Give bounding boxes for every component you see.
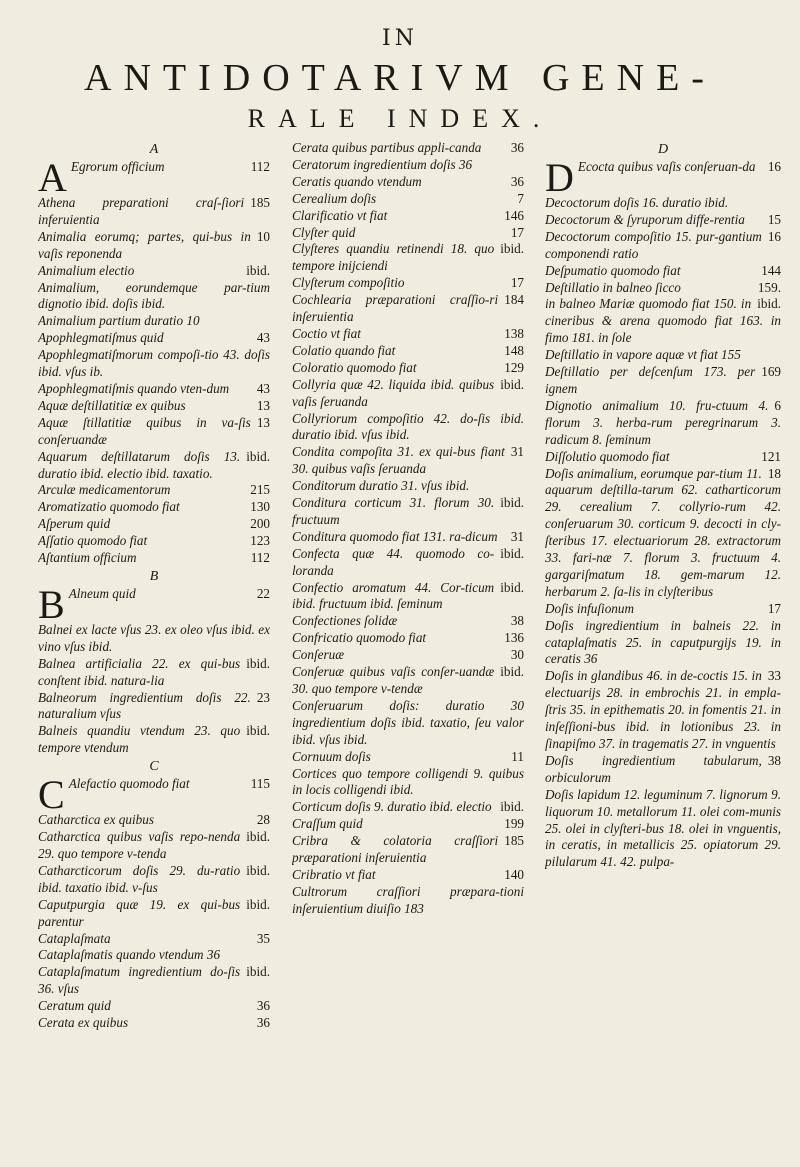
index-entry xyxy=(545,398,781,449)
entry-page: 159. xyxy=(757,279,781,295)
entry-text: Collyriorum compoſitio 42. do-ſis ibid. duratio ibid. vſus ibid. xyxy=(292,410,524,443)
entry-page: ibid. xyxy=(500,545,524,561)
index-entry xyxy=(292,664,524,698)
entry-text: Coloratio quomodo fiat xyxy=(292,359,417,375)
entry-page: 140 xyxy=(504,866,524,882)
entry-text: Balneis quandiu vtendum 23. quo tempore vtendum xyxy=(38,723,241,756)
entry-page: 199 xyxy=(504,816,524,832)
index-entry xyxy=(292,157,524,174)
index-entry xyxy=(38,964,270,998)
entry-text: Confecta quæ 44. quomodo co-loranda xyxy=(292,545,495,578)
entry-page: 112 xyxy=(250,550,270,566)
entry-page: 184 xyxy=(504,292,524,308)
index-entry xyxy=(292,816,524,833)
entry-text: Diſſolutio quomodo fiat xyxy=(545,448,670,464)
index-entry xyxy=(545,212,781,229)
entry-text: Catharctica ex quibus xyxy=(38,812,154,828)
entry-text: Aſperum quid xyxy=(38,516,111,532)
index-entry xyxy=(292,884,524,918)
entry-text: Coctio vt fiat xyxy=(292,325,361,341)
index-entry xyxy=(292,360,524,377)
index-entry xyxy=(292,478,524,495)
index-entry xyxy=(38,812,270,829)
index-entry xyxy=(38,947,270,964)
index-entry xyxy=(292,833,524,867)
entry-page: ibid. xyxy=(246,964,270,980)
entry-page: 121 xyxy=(761,448,781,464)
entry-text: Cerata ex quibus xyxy=(38,1015,129,1031)
index-entry xyxy=(38,931,270,948)
index-entry xyxy=(38,347,270,381)
entry-text: Aquarum deſtillatarum doſis 13. duratio ibid. electio ibid. taxatio. xyxy=(38,448,241,481)
index-entry xyxy=(292,630,524,647)
entry-text: Ceratis quando vtendum xyxy=(292,173,422,189)
entry-text: Alefactio quomodo fiat xyxy=(68,776,190,792)
entry-page: ibid. xyxy=(757,296,781,312)
entry-text: Cochlearia præparationi craſſio-ri inſeruientia xyxy=(292,292,499,325)
entry-text: Cribratio vt fiat xyxy=(292,866,376,882)
header-line-1: IN xyxy=(382,26,418,51)
index-column-3 xyxy=(545,140,781,1150)
entry-page: 43 xyxy=(256,330,270,346)
entry-page: ibid. xyxy=(246,723,270,739)
header-line-3: RALE INDEX. xyxy=(247,104,553,133)
entry-page: 18 xyxy=(767,465,781,481)
index-entry xyxy=(292,647,524,664)
entry-text: Doſis lapidum 12. leguminum 7. lignorum 9. liquorum 10. metallorum 11. olei com-munis 25. olei in clyſteri-bus 18. olei in vnguentis, in ceratis, in metallicis 25. opiatorum 29. pilularum 41. 42. pulpa- xyxy=(545,786,781,870)
entry-text: Cerata quibus partibus appli-canda xyxy=(292,140,482,155)
index-entry xyxy=(38,550,270,567)
entry-text: in balneo Mariæ quomodo fiat 150. in cineribus & arena quomodo fiat 163. in fimo 181. in ſole xyxy=(545,296,781,346)
drop-cap: A xyxy=(38,155,67,200)
entry-text: Animalium partium duratio 10 xyxy=(38,313,200,329)
entry-text: Collyria quæ 42. liquida ibid. quibus vaſis ſeruanda xyxy=(292,376,495,409)
header-line-2: ANTIDOTARIVM GENE- xyxy=(84,57,716,99)
drop-cap: B xyxy=(38,581,65,627)
index-entry xyxy=(292,613,524,630)
index-entry xyxy=(545,280,781,297)
entry-page: 22 xyxy=(256,585,270,601)
entry-page: 17 xyxy=(510,224,524,240)
section-letter: C xyxy=(149,759,159,775)
entry-page: ibid. xyxy=(246,262,270,278)
entry-text: Caputpurgia quæ 19. ex qui-bus parentur xyxy=(38,896,241,929)
index-entry xyxy=(38,998,270,1015)
index-entry xyxy=(38,482,270,499)
entry-text: Condita compoſita 31. ex qui-bus fiant 30. quibus vaſis ſeruanda xyxy=(292,444,505,477)
entry-text: Deſtillatio per deſcenſum 173. per ignem xyxy=(545,364,756,396)
index-entry xyxy=(545,364,781,398)
entry-page: 185 xyxy=(504,833,524,849)
entry-page: 115 xyxy=(250,776,270,792)
index-entry xyxy=(292,377,524,411)
entry-page: ibid. xyxy=(500,376,524,392)
entry-text: Cerealium doſis xyxy=(292,190,377,206)
entry-text: Cribra & colatoria craſſiori præparationi inſeruientia xyxy=(292,833,499,866)
index-entry xyxy=(38,398,270,415)
entry-text: Confectio aromatum 44. Cor-ticum ibid. fructuum ibid. ſeminum xyxy=(292,579,495,612)
entry-page: 17 xyxy=(510,275,524,291)
section-letter: D xyxy=(657,142,669,157)
entry-text: Conditorum duratio 31. vſus ibid. xyxy=(292,478,470,494)
entry-text: Ceratorum ingredientium doſis 36 xyxy=(292,156,473,172)
entry-page: 16 xyxy=(767,159,781,174)
index-entry xyxy=(545,466,781,601)
index-entry xyxy=(292,529,524,546)
entry-page: 23 xyxy=(256,689,270,705)
index-entry xyxy=(292,140,524,157)
entry-text: Clyſter quid xyxy=(292,224,356,240)
index-entry xyxy=(545,753,781,787)
entry-page: 169 xyxy=(761,364,781,380)
entry-page: ibid. xyxy=(500,495,524,511)
index-entry xyxy=(292,580,524,614)
entry-text: Aquæ ſtillatitiæ quibus in va-ſis conſeruandæ xyxy=(38,414,251,447)
entry-page: 36 xyxy=(256,1015,270,1031)
entry-text: Clyſterum compoſitio xyxy=(292,275,405,291)
entry-page: ibid. xyxy=(246,655,270,671)
entry-page: 138 xyxy=(504,325,524,341)
index-entry xyxy=(38,229,270,263)
section-letter: A xyxy=(149,142,159,157)
entry-text: Aromatizatio quomodo fiat xyxy=(38,499,180,515)
entry-page: 31 xyxy=(510,444,524,460)
index-entry xyxy=(545,601,781,618)
entry-text: Conſeruæ quibus vaſis conſer-uandæ 30. quo tempore v-tendæ xyxy=(292,664,495,696)
drop-cap: C xyxy=(38,772,65,818)
entry-text: Catharcticorum doſis 29. du-ratio ibid. taxatio ibid. v-ſus xyxy=(38,862,241,895)
entry-page: 185 xyxy=(250,195,270,210)
index-entry xyxy=(292,208,524,225)
entry-text: Apophlegmatiſmorum compoſi-tio 43. doſis ibid. vſus ib. xyxy=(38,347,270,380)
entry-page: 36 xyxy=(510,140,524,155)
index-entry xyxy=(545,618,781,669)
index-entry xyxy=(292,698,524,749)
entry-page: 43 xyxy=(256,380,270,396)
index-entry xyxy=(545,449,781,466)
entry-text: Clyſteres quandiu retinendi 18. quo tempore inijciendi xyxy=(292,241,495,274)
index-entry xyxy=(545,296,781,347)
entry-page: 15 xyxy=(767,211,781,227)
index-entry xyxy=(38,622,270,656)
entry-page: 16 xyxy=(767,228,781,244)
entry-page: 35 xyxy=(256,930,270,946)
entry-page: 112 xyxy=(250,159,270,174)
entry-page: 38 xyxy=(767,752,781,768)
entry-page: 215 xyxy=(250,482,270,498)
index-entry xyxy=(292,411,524,445)
entry-page: 17 xyxy=(767,600,781,616)
entry-page: 146 xyxy=(504,207,524,223)
entry-text: Confricatio quomodo fiat xyxy=(292,630,427,646)
index-entry xyxy=(38,516,270,533)
index-entry xyxy=(545,229,781,263)
entry-text: Athena preparationi craſ-ſiori inferuientia xyxy=(38,195,245,227)
index-entry xyxy=(292,275,524,292)
entry-page: 123 xyxy=(250,533,270,549)
entry-text: Aquæ deſtillatitiæ ex quibus xyxy=(38,397,186,413)
index-entry xyxy=(38,723,270,757)
index-entry xyxy=(38,280,270,314)
entry-text: Apophlegmatiſmis quando vten-dum xyxy=(38,380,230,396)
entry-text: Doſis animalium, eorumque par-tium 11. aquarum deſtilla-tarum 62. catharticorum 29. cerealium 7. collyrio-rum 42. conſeruarum 30. corticum 9. decocti in cly-ſteribus 17. electuariorum 28. extractorum 33. fari-næ 7. florum 3. fructuum 4. gargariſmatum 18. gem-marum 12. herbarum 2. ſa-lis in clyſteribus xyxy=(545,465,781,599)
index-entry xyxy=(545,155,781,200)
entry-page: 6 xyxy=(774,397,781,413)
entry-text: Conditura quomodo fiat 131. ra-dicum xyxy=(292,528,498,544)
entry-page: 136 xyxy=(504,630,524,646)
index-entry xyxy=(545,787,781,872)
entry-page: 13 xyxy=(256,414,270,430)
entry-page: 30 xyxy=(510,647,524,663)
entry-page: 38 xyxy=(510,613,524,629)
entry-page: 144 xyxy=(761,262,781,278)
entry-text: Aſſatio quomodo fiat xyxy=(38,533,148,549)
entry-text: Confectiones ſolidæ xyxy=(292,613,398,629)
entry-page: 7 xyxy=(517,190,524,206)
index-entry xyxy=(38,313,270,330)
entry-page: 36 xyxy=(256,998,270,1014)
index-entry xyxy=(545,263,781,280)
index-entry xyxy=(38,155,270,200)
entry-page: 130 xyxy=(250,499,270,515)
entry-page: 31 xyxy=(510,528,524,544)
entry-text: Colatio quando fiat xyxy=(292,342,396,358)
entry-text: Catharctica quibus vaſis repo-nenda 29. quo tempore v-tenda xyxy=(38,829,241,861)
index-entry xyxy=(545,668,781,753)
entry-text: Decoctorum compoſitio 15. pur-gantium componendi ratio xyxy=(545,228,762,261)
entry-text: Doſis ingredientium tabularum, orbiculorum xyxy=(545,752,762,785)
entry-text: Decoctorum doſis 16. duratio ibid. xyxy=(545,195,729,210)
entry-text: Alneum quid xyxy=(68,585,136,601)
entry-text: Balnea artificialia 22. ex qui-bus conſtent ibid. natura-lia xyxy=(38,655,241,688)
entry-page: ibid. xyxy=(246,448,270,464)
entry-text: Conſeruæ xyxy=(292,647,345,663)
index-entry xyxy=(545,195,781,212)
entry-text: Cultrorum craſſiori præpara-tioni inſeruientium diuiſio 183 xyxy=(292,883,524,916)
entry-page: ibid. xyxy=(500,241,524,257)
entry-text: Conſeruarum doſis: duratio 30 ingredientium doſis ibid. taxatio, ſeu valor ibid. vſus ibid. xyxy=(292,697,524,747)
index-entry xyxy=(38,415,270,449)
entry-page: 129 xyxy=(504,359,524,375)
entry-page: ibid. xyxy=(500,799,524,815)
entry-text: Cornuum doſis xyxy=(292,748,371,764)
index-entry xyxy=(38,381,270,398)
entry-text: Cataplaſmatis quando vtendum 36 xyxy=(38,947,221,963)
index-column-2 xyxy=(292,140,524,1150)
entry-page: 28 xyxy=(256,812,270,828)
index-entry xyxy=(38,195,270,229)
index-entry xyxy=(292,241,524,275)
entry-text: Deſtillatio in vapore aquæ vt fiat 155 xyxy=(545,347,741,363)
entry-text: Apophlegmatiſmus quid xyxy=(38,330,164,346)
index-column-1 xyxy=(38,140,270,1150)
index-entry xyxy=(292,799,524,816)
entry-text: Cataplaſmata xyxy=(38,930,111,946)
entry-page: 10 xyxy=(256,228,270,244)
entry-page: ibid. xyxy=(246,829,270,845)
section-letter: B xyxy=(149,568,159,584)
entry-text: Ecocta quibus vaſis conſeruan-da xyxy=(577,159,756,174)
entry-page: ibid. xyxy=(500,664,524,680)
entry-text: Animalium electio xyxy=(38,262,135,278)
index-entry xyxy=(38,690,270,724)
index-entry xyxy=(38,581,270,627)
entry-text: Animalium, eorundemque par-tium dignotio ibid. doſis ibid. xyxy=(38,279,270,312)
entry-text: Arculæ medicamentorum xyxy=(38,482,171,498)
entry-text: Balnei ex lacte vſus 23. ex oleo vſus ibid. ex vino vſus ibid. xyxy=(38,621,270,654)
index-entry xyxy=(292,444,524,478)
index-entry xyxy=(38,772,270,818)
index-entry xyxy=(545,347,781,364)
index-entry xyxy=(292,546,524,580)
entry-text: Balneorum ingredientium doſis 22. naturalium vſus xyxy=(38,689,251,722)
entry-page: 11 xyxy=(511,748,524,764)
entry-text: Deſpumatio quomodo fiat xyxy=(545,262,681,278)
entry-page: 148 xyxy=(504,342,524,358)
entry-text: Dignotio animalium 10. fru-ctuum 4. florum 3. herba-rum peregrinarum 3. radicum 8. ſeminum xyxy=(545,397,781,447)
entry-text: Animalia eorumq; partes, qui-bus in vaſis reponenda xyxy=(38,228,251,261)
entry-text: Doſis in glandibus 46. in de-coctis 15. in electuarijs 28. in embrochis 21. in empla-ſtris 35. in epithematis 20. in fomentis 21. in inſeſſioni-bus ibid. in lotionibus 23. in ſinapiſmo 37. in tragematis 27. in vnguentis xyxy=(545,668,781,751)
index-entry xyxy=(38,449,270,483)
drop-cap: D xyxy=(545,155,574,200)
entry-text: Clarificatio vt fiat xyxy=(292,207,388,223)
entry-page: 200 xyxy=(250,516,270,532)
entry-page: 13 xyxy=(256,397,270,413)
entry-text: Egrorum officium xyxy=(70,159,165,174)
entry-page: ibid. xyxy=(246,896,270,912)
index-entry xyxy=(292,867,524,884)
index-entry xyxy=(292,749,524,766)
entry-text: Corticum doſis 9. duratio ibid. electio xyxy=(292,799,492,815)
index-entry xyxy=(38,656,270,690)
entry-page: ibid. xyxy=(246,862,270,878)
entry-text: Ceratum quid xyxy=(38,998,111,1014)
index-entry xyxy=(292,174,524,191)
index-entry xyxy=(38,863,270,897)
entry-text: Craſſum quid xyxy=(292,816,363,832)
index-entry xyxy=(292,191,524,208)
entry-text: Aſtantium officium xyxy=(38,550,137,566)
entry-text: Cataplaſmatum ingredientium do-ſis 36. vſus xyxy=(38,964,241,997)
index-entry xyxy=(38,533,270,550)
entry-text: Decoctorum & ſyruporum diffe-rentia xyxy=(545,211,745,227)
entry-text: Conditura corticum 31. florum 30. fructuum xyxy=(292,495,495,527)
index-entry xyxy=(292,766,524,800)
index-entry xyxy=(38,897,270,931)
entry-text: Doſis ingredientium in balneis 22. in cataplaſmatis 25. in caputpurgijs 19. in ceratis 36 xyxy=(545,617,781,667)
entry-text: Doſis infuſionum xyxy=(545,600,635,616)
index-entry xyxy=(292,292,524,326)
index-entry xyxy=(292,495,524,529)
entry-page: 33 xyxy=(767,668,781,684)
index-entry xyxy=(38,499,270,516)
index-entry xyxy=(38,1015,270,1032)
index-entry xyxy=(38,330,270,347)
index-entry xyxy=(292,326,524,343)
index-entry xyxy=(38,263,270,280)
entry-page: 36 xyxy=(510,173,524,189)
entry-text: Cortices quo tempore colligendi 9. quibus in locis colligendi ibid. xyxy=(292,765,524,798)
entry-page: ibid. xyxy=(500,579,524,595)
index-entry xyxy=(292,225,524,242)
index-entry xyxy=(38,829,270,863)
entry-text: Deſtillatio in balneo ſicco xyxy=(545,279,681,295)
index-entry xyxy=(292,343,524,360)
